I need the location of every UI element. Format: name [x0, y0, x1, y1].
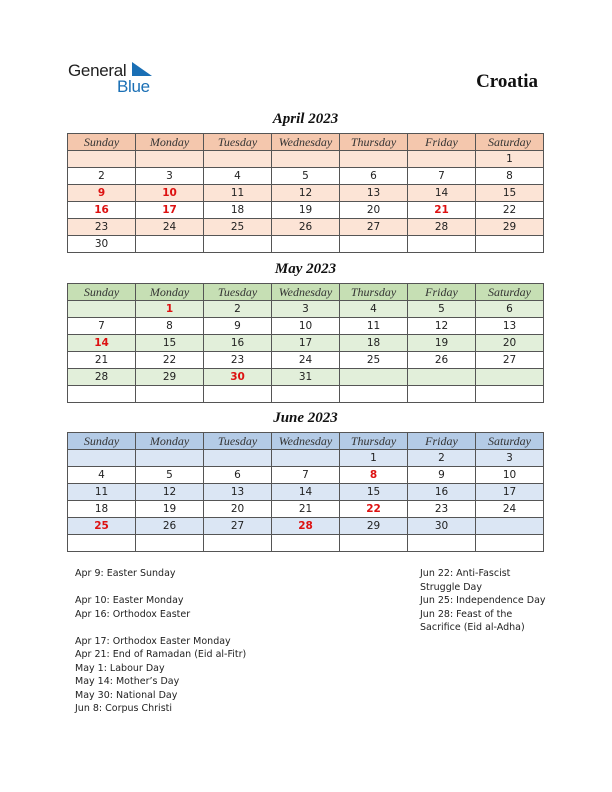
day-cell [68, 386, 136, 403]
day-cell [408, 236, 476, 253]
day-cell: 24 [272, 352, 340, 369]
day-cell [204, 386, 272, 403]
day-cell [272, 236, 340, 253]
week-row [68, 335, 544, 352]
day-cell: 8 [476, 168, 544, 185]
day-cell: 14 [68, 335, 136, 352]
day-cell: 6 [204, 467, 272, 484]
week-row [68, 386, 544, 403]
week-row [68, 301, 544, 318]
week-row [68, 352, 544, 369]
day-cell: 22 [340, 501, 408, 518]
week-row [68, 450, 544, 467]
month-title: April 2023 [272, 111, 339, 127]
weekday-header: Thursday [340, 433, 408, 450]
weekday-header: Wednesday [272, 433, 340, 450]
day-cell: 15 [136, 335, 204, 352]
day-cell [272, 386, 340, 403]
day-cell [272, 450, 340, 467]
month-table [67, 432, 544, 552]
day-cell: 24 [476, 501, 544, 518]
holiday-note [75, 581, 246, 595]
weekday-header: Monday [136, 284, 204, 301]
day-cell [204, 236, 272, 253]
day-cell: 23 [204, 352, 272, 369]
day-cell: 13 [340, 185, 408, 202]
day-cell [272, 535, 340, 552]
day-cell: 30 [204, 369, 272, 386]
day-cell: 11 [68, 484, 136, 501]
day-cell [476, 535, 544, 552]
day-cell: 13 [476, 318, 544, 335]
day-cell: 9 [408, 467, 476, 484]
day-cell: 15 [340, 484, 408, 501]
weekday-header: Friday [408, 134, 476, 151]
weekday-header-row [68, 284, 544, 301]
day-cell: 18 [204, 202, 272, 219]
day-cell: 1 [136, 301, 204, 318]
weekday-header-row [68, 134, 544, 151]
day-cell: 7 [408, 168, 476, 185]
day-cell [136, 236, 204, 253]
holiday-note: Apr 10: Easter Monday [75, 595, 184, 606]
day-cell: 20 [476, 335, 544, 352]
day-cell [136, 151, 204, 168]
day-cell: 21 [272, 501, 340, 518]
holiday-note: May 1: Labour Day [75, 662, 165, 674]
day-cell: 12 [408, 318, 476, 335]
day-cell: 14 [408, 185, 476, 202]
day-cell: 30 [408, 518, 476, 535]
week-row [68, 467, 544, 484]
day-cell: 4 [68, 467, 136, 484]
day-cell: 18 [340, 335, 408, 352]
weekday-header: Tuesday [204, 284, 272, 301]
day-cell: 31 [272, 369, 340, 386]
day-cell: 4 [340, 301, 408, 318]
day-cell: 28 [272, 518, 340, 535]
weekday-header: Saturday [476, 134, 544, 151]
day-cell: 19 [136, 501, 204, 518]
weekday-header: Sunday [68, 433, 136, 450]
day-cell: 13 [204, 484, 272, 501]
day-cell [136, 386, 204, 403]
holiday-note: May 14: Mother’s Day [75, 676, 180, 687]
logo-text-general: General [68, 61, 127, 80]
day-cell: 6 [476, 301, 544, 318]
day-cell: 7 [272, 467, 340, 484]
day-cell: 27 [340, 219, 408, 236]
weekday-header: Tuesday [204, 134, 272, 151]
day-cell [408, 151, 476, 168]
holiday-note: Jun 25: Independence Day [420, 595, 546, 606]
holiday-note: Jun 22: Anti-Fascist [420, 568, 511, 579]
day-cell: 2 [68, 168, 136, 185]
day-cell: 27 [476, 352, 544, 369]
day-cell: 11 [204, 185, 272, 202]
day-cell: 25 [68, 518, 136, 535]
holiday-note: Apr 17: Orthodox Easter Monday [75, 635, 231, 647]
day-cell: 12 [136, 484, 204, 501]
day-cell: 19 [272, 202, 340, 219]
day-cell: 17 [476, 484, 544, 501]
day-cell [204, 450, 272, 467]
day-cell: 26 [272, 219, 340, 236]
day-cell [340, 535, 408, 552]
day-cell: 8 [340, 467, 408, 484]
country-title: Croatia [476, 71, 538, 92]
holiday-note: Jun 28: Feast of the [420, 608, 513, 620]
day-cell: 10 [272, 318, 340, 335]
day-cell: 29 [136, 369, 204, 386]
weekday-header: Monday [136, 134, 204, 151]
day-cell: 20 [204, 501, 272, 518]
day-cell [340, 369, 408, 386]
day-cell [408, 369, 476, 386]
week-row [68, 501, 544, 518]
day-cell: 16 [408, 484, 476, 501]
day-cell: 2 [204, 301, 272, 318]
day-cell: 3 [136, 168, 204, 185]
day-cell: 17 [136, 202, 204, 219]
day-cell: 6 [340, 168, 408, 185]
holiday-note: May 30: National Day [75, 689, 178, 701]
day-cell [68, 151, 136, 168]
day-cell: 16 [204, 335, 272, 352]
day-cell: 3 [272, 301, 340, 318]
day-cell: 3 [476, 450, 544, 467]
month-title: May 2023 [274, 261, 337, 277]
day-cell: 7 [68, 318, 136, 335]
weekday-header: Friday [408, 284, 476, 301]
day-cell: 23 [68, 219, 136, 236]
holiday-notes-right [420, 567, 546, 635]
day-cell: 22 [476, 202, 544, 219]
day-cell: 1 [340, 450, 408, 467]
holiday-note: Apr 9: Easter Sunday [75, 568, 176, 579]
day-cell: 24 [136, 219, 204, 236]
weekday-header: Saturday [476, 433, 544, 450]
day-cell [476, 386, 544, 403]
logo [68, 60, 168, 96]
day-cell [204, 151, 272, 168]
week-row [68, 535, 544, 552]
weekday-header: Monday [136, 433, 204, 450]
day-cell: 9 [204, 318, 272, 335]
weekday-header-row [68, 433, 544, 450]
day-cell: 21 [408, 202, 476, 219]
day-cell [68, 450, 136, 467]
holiday-note: Apr 16: Orthodox Easter [75, 608, 191, 620]
weekday-header: Thursday [340, 134, 408, 151]
day-cell: 27 [204, 518, 272, 535]
day-cell: 10 [476, 467, 544, 484]
logo-text-blue: Blue [117, 77, 150, 96]
week-row [68, 202, 544, 219]
day-cell [136, 450, 204, 467]
day-cell: 9 [68, 185, 136, 202]
day-cell: 18 [68, 501, 136, 518]
day-cell: 5 [408, 301, 476, 318]
day-cell: 2 [408, 450, 476, 467]
holiday-note: Sacrifice (Eid al-Adha) [420, 622, 525, 633]
week-row [68, 151, 544, 168]
day-cell: 28 [408, 219, 476, 236]
day-cell [68, 535, 136, 552]
holiday-note [75, 621, 246, 635]
day-cell [340, 386, 408, 403]
day-cell [408, 535, 476, 552]
day-cell: 25 [204, 219, 272, 236]
day-cell: 10 [136, 185, 204, 202]
day-cell: 1 [476, 151, 544, 168]
day-cell [340, 151, 408, 168]
week-row [68, 318, 544, 335]
holiday-notes-left [75, 567, 246, 716]
day-cell: 15 [476, 185, 544, 202]
week-row [68, 518, 544, 535]
day-cell [204, 535, 272, 552]
day-cell: 11 [340, 318, 408, 335]
weekday-header: Wednesday [272, 284, 340, 301]
day-cell: 17 [272, 335, 340, 352]
holiday-note: Jun 8: Corpus Christi [75, 703, 173, 714]
month-title: June 2023 [273, 410, 338, 426]
day-cell: 26 [136, 518, 204, 535]
weekday-header: Thursday [340, 284, 408, 301]
day-cell [340, 236, 408, 253]
day-cell [476, 369, 544, 386]
day-cell [476, 236, 544, 253]
day-cell: 5 [136, 467, 204, 484]
day-cell: 23 [408, 501, 476, 518]
day-cell [272, 151, 340, 168]
day-cell: 29 [340, 518, 408, 535]
day-cell: 30 [68, 236, 136, 253]
week-row [68, 369, 544, 386]
week-row [68, 236, 544, 253]
day-cell: 8 [136, 318, 204, 335]
week-row [68, 219, 544, 236]
weekday-header: Friday [408, 433, 476, 450]
day-cell [476, 518, 544, 535]
day-cell [408, 386, 476, 403]
day-cell [68, 301, 136, 318]
week-row [68, 168, 544, 185]
day-cell: 21 [68, 352, 136, 369]
day-cell: 20 [340, 202, 408, 219]
weekday-header: Wednesday [272, 134, 340, 151]
day-cell: 14 [272, 484, 340, 501]
weekday-header: Saturday [476, 284, 544, 301]
weekday-header: Tuesday [204, 433, 272, 450]
day-cell: 4 [204, 168, 272, 185]
holiday-note: Apr 21: End of Ramadan (Eid al-Fitr) [75, 649, 247, 660]
week-row [68, 484, 544, 501]
month-table [67, 133, 544, 253]
day-cell: 26 [408, 352, 476, 369]
day-cell: 29 [476, 219, 544, 236]
day-cell: 28 [68, 369, 136, 386]
day-cell: 25 [340, 352, 408, 369]
month-table [67, 283, 544, 403]
weekday-header: Sunday [68, 284, 136, 301]
day-cell: 16 [68, 202, 136, 219]
day-cell: 12 [272, 185, 340, 202]
week-row [68, 185, 544, 202]
weekday-header: Sunday [68, 134, 136, 151]
day-cell: 22 [136, 352, 204, 369]
day-cell: 19 [408, 335, 476, 352]
holiday-note: Struggle Day [420, 581, 483, 593]
day-cell: 5 [272, 168, 340, 185]
day-cell [136, 535, 204, 552]
logo-triangle-icon [132, 62, 152, 76]
